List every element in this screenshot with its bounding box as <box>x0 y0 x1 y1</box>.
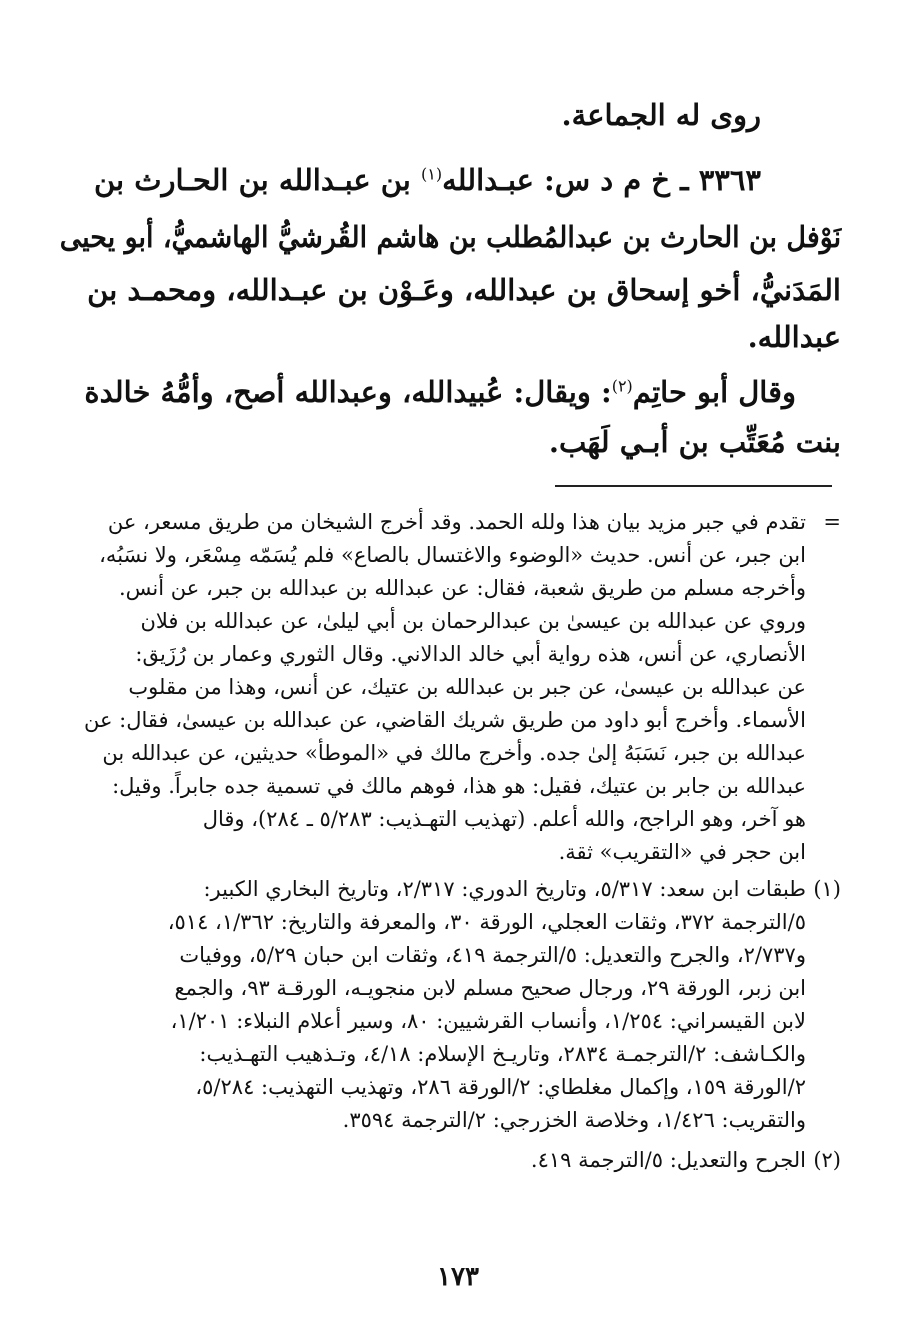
footnote-line: ابن جبر، عن أنس. حديث «الوضوء والاغتسال بالصاع» فلم يُسَمّه مِسْعَر، ولا نسَبُه، <box>99 543 806 567</box>
footnote-line: وروي عن عبدالله بن عيسىٰ بن عبدالرحمان بن أبي ليلىٰ، عن عبدالله بن فلان <box>140 609 806 633</box>
footnote-separator <box>555 485 832 487</box>
footnote-line: والكـاشف: ٢/الترجمـة ٢٨٣٤، وتاريـخ الإسلام: ٤/١٨، وتـذهيب التهـذيب: <box>199 1042 806 1066</box>
footnote-line: عبدالله بن جبر، نَسَبَهُ إلىٰ جده. وأخرج مالك في «الموطأ» حديثين، عن عبدالله بن <box>102 741 806 765</box>
entry-sigla-and-name: ـ خ م د س: عبـدالله <box>442 163 689 197</box>
footnote-1-marker: (١) <box>813 877 841 901</box>
footnote-line: ابن زبر، الورقة ٢٩، ورجال صحيح مسلم لابن منجويـه، الورقـة ٩٣، والجمع <box>174 976 806 1000</box>
footnote-line: عبدالله بن جابر بن عتيك، فقيل: هو هذا، فوهم مالك في تسمية جده جابراً. وقيل: <box>112 774 806 798</box>
entry-number: ٣٣٦٣ <box>698 163 761 197</box>
footnote-line: وأخرجه مسلم من طريق شعبة، فقال: عن عبدالله بن عبدالله بن جبر، عن أنس. <box>118 576 806 600</box>
abu-hatim-text: وقال أبو حاتِم <box>632 375 796 409</box>
footnote-line: الأسماء. وأخرج أبو داود من طريق شريك القاضي، عن عبدالله بن عيسىٰ، فقال: عن <box>83 708 806 732</box>
footnote-line: والتقريب: ١/٤٢٦، وخلاصة الخزرجي: ٢/الترجمة ٣٥٩٤. <box>342 1108 806 1132</box>
footnote-line: طبقات ابن سعد: ٥/٣١٧، وتاريخ الدوري: ٢/٣١٧، وتاريخ البخاري الكبير: <box>203 877 806 901</box>
intro-line: روى له الجماعة. <box>561 98 761 132</box>
footnote-line: و٢/٧٣٧، والجرح والتعديل: ٥/الترجمة ٤١٩، وثقات ابن حبان ٥/٢٩، ووفيات <box>179 943 806 967</box>
footnote-2: الجرح والتعديل: ٥/الترجمة ٤١٩. <box>530 1148 806 1172</box>
footnote-line: عن عبدالله بن عيسىٰ، عن جبر بن عبدالله بن عتيك، عن أنس، وهذا من مقلوب <box>128 675 806 699</box>
entry-line-4: عبدالله. <box>747 320 841 354</box>
footnote-line: ٢/الورقة ١٥٩، وإكمال مغلطاي: ٢/الورقة ٢٨٦، وتهذيب التهذيب: ٥/٢٨٤، <box>195 1075 806 1099</box>
entry-heading-line <box>94 163 761 197</box>
page-number: ١٧٣ <box>437 1262 479 1292</box>
footnote-ref-2: (٢) <box>611 376 633 396</box>
entry-line-2: نَوْفل بن الحارث بن عبدالمُطلب بن هاشم القُرشيُّ الهاشميُّ، أبو يحيى <box>59 220 841 254</box>
footnote-ref-1: (١) <box>420 164 443 184</box>
entry-line-3: المَدَنيُّ، أخو إسحاق بن عبدالله، وعَـوْن بن عبـدالله، ومحمـد بن <box>87 273 841 307</box>
footnote-line: ابن حجر في «التقريب» ثقة. <box>558 840 806 864</box>
footnote-line: الأنصاري، عن أنس، هذه رواية أبي خالد الدالاني. وقال الثوري وعمار بن رُزَيق: <box>135 642 806 666</box>
footnote-line: لابن القيسراني: ١/٢٥٤، وأنساب القرشيين: ٨٠، وسير أعلام النبلاء: ١/٢٠١، <box>170 1009 806 1033</box>
footnote-2-marker: (٢) <box>813 1148 841 1172</box>
footnote-line: ٥/الترجمة ٣٧٢، وثقات العجلي، الورقة ٣٠، والمعرفة والتاريخ: ١/٣٦٢، ٥١٤، <box>167 910 806 934</box>
footnote-line: هو آخر، وهو الراجح، والله أعلم. (تهذيب التهـذيب: ٥/٢٨٣ ـ ٢٨٤)، وقال <box>202 807 806 831</box>
entry-line-5 <box>84 375 796 409</box>
entry-lineage: بن عبـدالله بن الحـارث بن <box>93 163 411 197</box>
footnote-line: تقدم في جبر مزيد بيان هذا ولله الحمد. وقد أخرج الشيخان من طريق مسعر، عن <box>107 510 806 534</box>
footnote-continuation-marker: = <box>823 510 841 534</box>
entry-line-6: بنت مُعَتِّب بن أبـي لَهَب. <box>548 425 841 459</box>
abu-hatim-quote: : ويقال: عُبيدالله، وعبدالله أصح، وأمُّهُ خالدة <box>84 375 612 409</box>
